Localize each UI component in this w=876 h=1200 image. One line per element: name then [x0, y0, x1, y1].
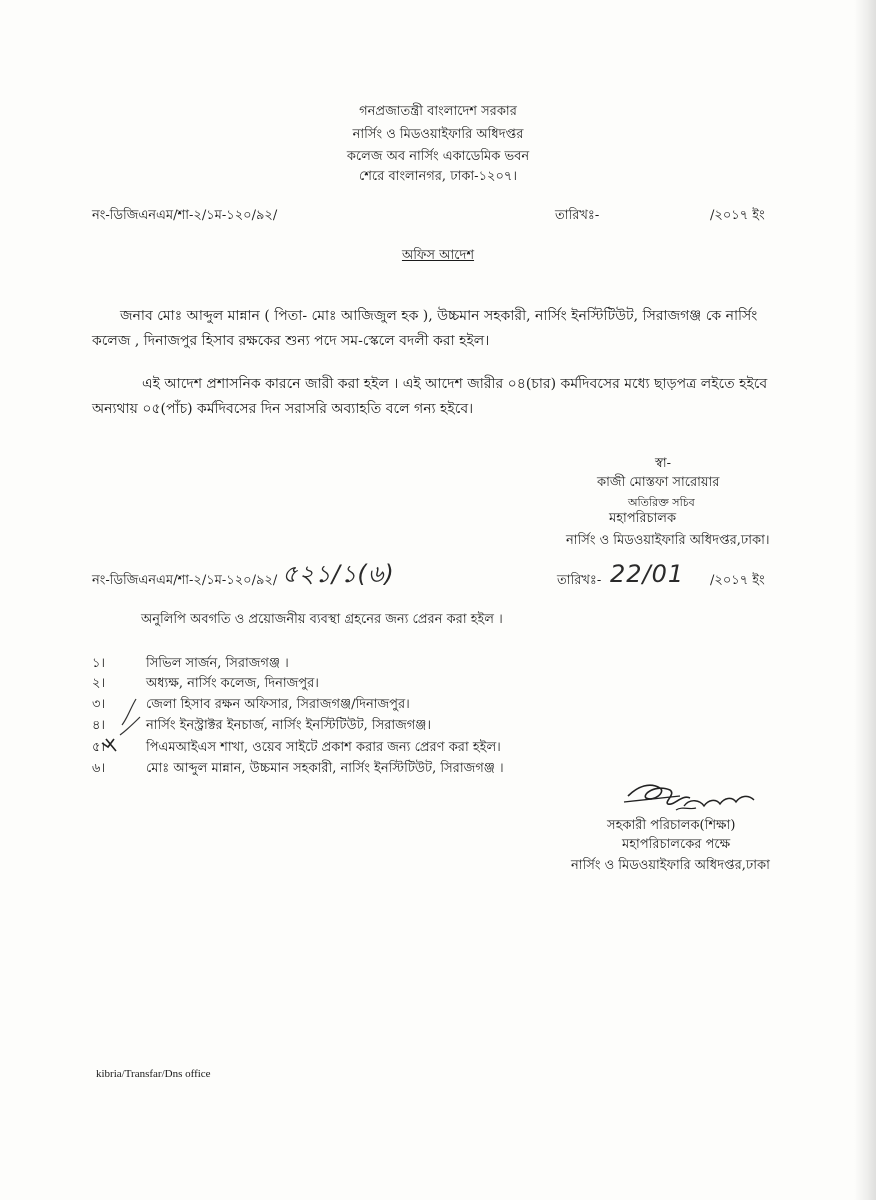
copy-list-item: মোঃ আব্দুল মান্নান, উচ্চমান সহকারী, নার্সিং ইনস্টিটিউট, সিরাজগঞ্জ । — [146, 761, 504, 776]
signatory2-office: নার্সিং ও মিডওয়াইফারি অধিদপ্তর,ঢাকা — [571, 858, 770, 873]
header-directorate: নার্সিং ও মিডওয়াইফারি অধিদপ্তর — [352, 127, 524, 142]
footer-file-note: kibria/Transfar/Dns office — [96, 1068, 211, 1080]
order-title: অফিস আদেশ — [401, 248, 475, 263]
signatory-designation-2: মহাপরিচালক — [609, 511, 677, 526]
header-govt: গনপ্রজাতন্ত্রী বাংলাদেশ সরকার — [359, 104, 517, 119]
signatory-designation-1: অতিরিক্ত সচিব — [628, 496, 695, 509]
memo-handwritten-number: ৫২১/১(৬) — [282, 560, 395, 588]
signatory2-on-behalf: মহাপরিচালকের পক্ষে — [622, 837, 731, 852]
copy-list-number: ২। — [92, 676, 106, 691]
signatory-name: কাজী মোস্তফা সারোয়ার — [597, 475, 720, 490]
date-label: তারিখঃ- — [555, 208, 600, 223]
copy-intro: অনুলিপি অবগতি ও প্রয়োজনীয় ব্যবস্থা গ্রহনের জন্য প্রেরন করা হইল । — [141, 612, 503, 627]
copy-list-item: নার্সিং ইনস্ট্রাক্টর ইনচার্জ, নার্সিং ইনস্টিটিউট, সিরাজগঞ্জ। — [146, 718, 432, 733]
reference-number: নং-ডিজিএনএম/শা-২/১ম-১২০/৯২/ — [92, 208, 278, 223]
copy-list-number: ৪। — [92, 718, 106, 733]
copy-list-number: ৩। — [92, 697, 106, 712]
header-building: কলেজ অব নার্সিং একাডেমিক ভবন — [346, 149, 530, 164]
copy-list-number: ৫। — [92, 740, 106, 755]
copy-list-item: সিভিল সার্জন, সিরাজগঞ্জ । — [146, 656, 289, 671]
date-year: /২০১৭ ইং — [710, 208, 765, 223]
memo-date-year: /২০১৭ ইং — [710, 573, 765, 588]
memo-date-label: তারিখঃ- — [557, 573, 602, 588]
copy-list-item: অধ্যক্ষ, নার্সিং কলেজ, দিনাজপুর। — [146, 676, 319, 691]
copy-list-number: ৬। — [92, 761, 106, 776]
order-paragraph-1: জনাব মোঃ আব্দুল মান্নান ( পিতা- মোঃ আজিজুল হক ), উচ্চমান সহকারী, নার্সিং ইনস্টিটিউট, সিরাজগঞ্জ কে নার্সিং কলেজ , দিনাজপুর হিসাব রক্ষকের শুন্য পদে সম-স্কেলে বদলী করা হইল। — [92, 308, 758, 349]
signatory2-designation: সহকারী পরিচালক(শিক্ষা) — [607, 818, 736, 833]
copy-list-item: পিএমআইএস শাখা, ওয়েব সাইটে প্রকাশ করার জন্য প্রেরণ করা হইল। — [146, 740, 501, 755]
handwritten-signature — [620, 776, 760, 818]
signatory-office: নার্সিং ও মিডওয়াইফারি অধিদপ্তর,ঢাকা। — [566, 533, 770, 548]
memo-handwritten-date: 22/01 — [610, 560, 685, 588]
copy-list-item: জেলা হিসাব রক্ষন অফিসার, সিরাজগঞ্জ/দিনাজপুর। — [146, 697, 410, 712]
sign-mark: স্বা- — [655, 456, 672, 471]
handwritten-tick-marks — [100, 695, 150, 755]
order-paragraph-2: এই আদেশ প্রশাসনিক কারনে জারী করা হইল । এই আদেশ জারীর ০৪(চার) কর্মদিবসের মধ্যে ছাড়পত্র লইতে হইবে অন্যথায় ০৫(পাঁচ) কর্মদিবসের দিন সরাসরি অব্যাহতি বলে গন্য হইবে। — [92, 376, 768, 417]
header-address: শেরে বাংলানগর, ঢাকা-১২০৭। — [358, 169, 518, 184]
memo-number: নং-ডিজিএনএম/শা-২/১ম-১২০/৯২/ — [92, 573, 278, 588]
copy-list-number: ১। — [92, 656, 106, 671]
